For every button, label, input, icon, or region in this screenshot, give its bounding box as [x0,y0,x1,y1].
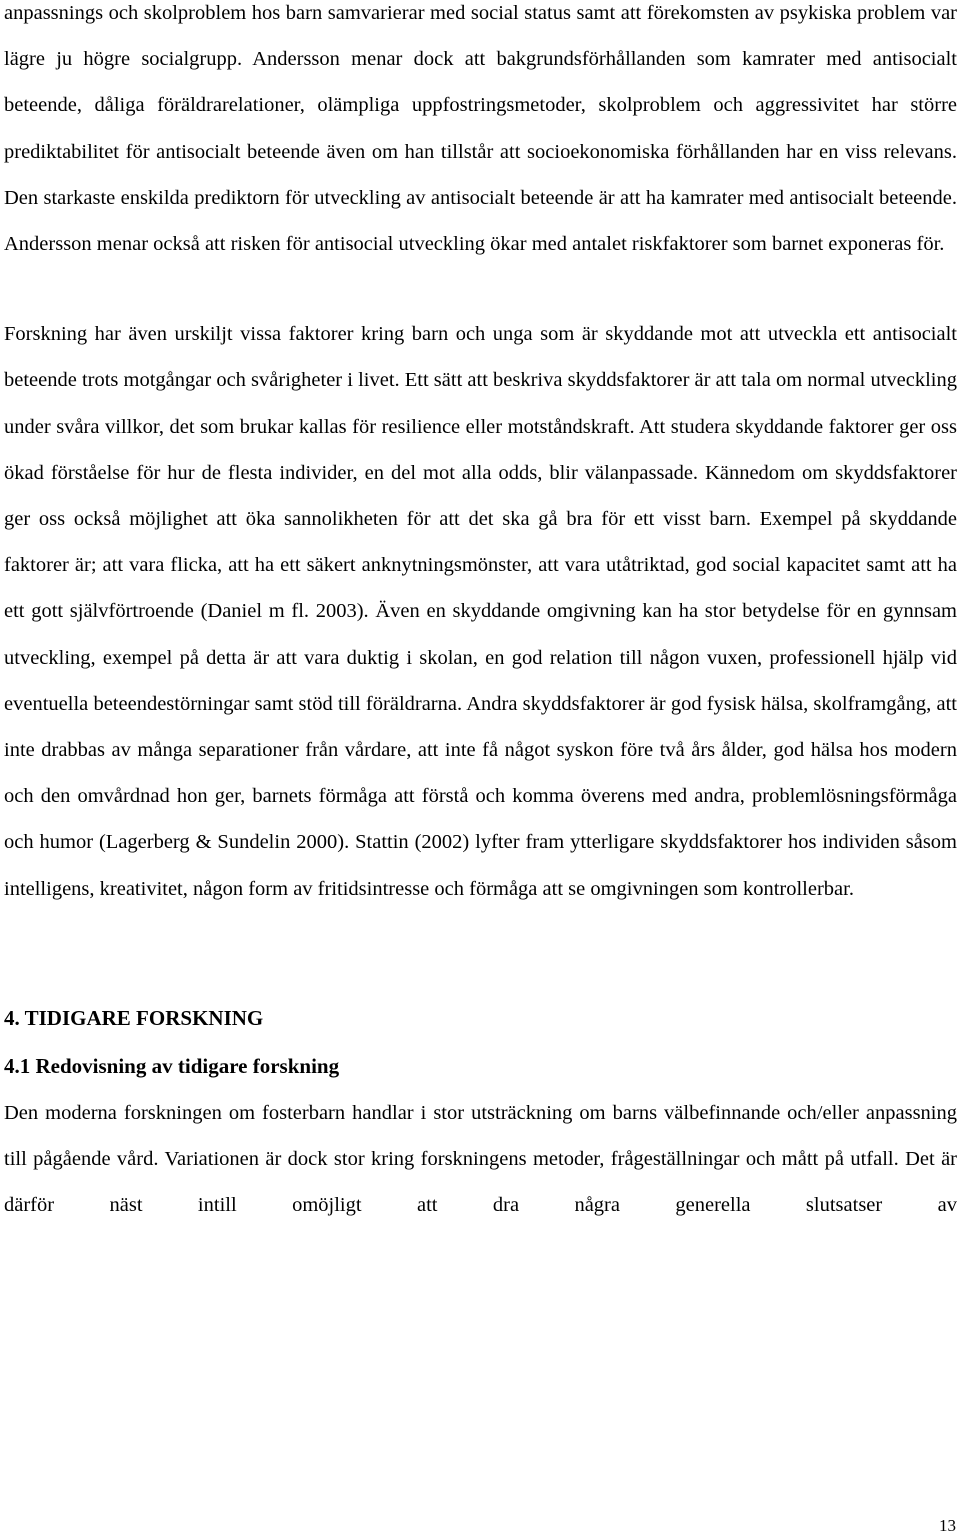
body-paragraph: Forskning har även urskiljt vissa faktorer kring barn och unga som är skyddande mot att utveckla ett antisocialt beteende trots motgångar och svårigheter i livet. Ett sätt att beskriva skyddsfaktorer är att tala om normal utveckling under svåra villkor, det som brukar kallas för resilience eller motståndskraft. Att studera skyddande faktorer ger oss ökad förståelse för hur de flesta individer, en del mot alla odds, blir välanpassade. Kännedom om skyddsfaktorer ger oss också möjlighet att öka sannolikheten för att det ska gå bra för ett visst barn. Exempel på skyddande faktorer är; att vara flicka, att ha ett säkert anknytningsmönster, att vara utåtriktad, god social kapacitet samt att ha ett gott självförtroende (Daniel m fl. 2003). Även en skyddande omgivning kan ha stor betydelse för en gynnsam utveckling, exempel på detta är att vara duktig i skolan, en god relation till någon vuxen, professionell hjälp vid eventuella beteendestörningar samt stöd till föräldrarna. Andra skyddsfaktorer är god fysisk hälsa, skolframgång, att inte drabbas av många separationer från vårdare, att inte få något syskon före två års ålder, god hälsa hos modern och den omvårdnad hon ger, barnets förmåga att förstå och komma överens med andra, problemlösningsförmåga och humor (Lagerberg & Sundelin 2000). Stattin (2002) lyfter fram ytterligare skyddsfaktorer hos individen såsom intelligens, kreativitet, någon form av fritidsintresse och förmåga att se omgivningen som kontrollerbar. [4,323,957,900]
page-number: 13 [939,1516,956,1535]
body-paragraph: anpassnings och skolproblem hos barn samvarierar med social status samt att förekomsten av psykiska problem var lägre ju högre socialgrupp. Andersson menar dock att bakgrundsförhållanden som kamrater med antisocialt beteende, dåliga föräldrarelationer, olämpliga uppfostringsmetoder, skolproblem och aggressivitet har större prediktabilitet för antisocialt beteende även om han tillstår att socioekonomiska förhållanden har en viss relevans. Den starkaste enskilda prediktorn för utveckling av antisocialt beteende är att ha kamrater med antisocialt beteende. Andersson menar också att risken för antisocial utveckling ökar med antalet riskfaktorer som barnet exponeras för. [4,2,957,256]
subsection-heading: 4.1 Redovisning av tidigare forskning [4,1053,340,1078]
section-heading: 4. TIDIGARE FORSKNING [4,1005,264,1030]
document-page [4,0,957,1228]
body-paragraph: Den moderna forskningen om fosterbarn handlar i stor utsträckning om barns välbefinnande och/eller anpassning till pågående vård. Variationen är dock stor kring forskningens metoder, frågeställningar och mått på utfall. Det är därför näst intill omöjligt att dra några generella slutsatser av [4,1101,957,1217]
